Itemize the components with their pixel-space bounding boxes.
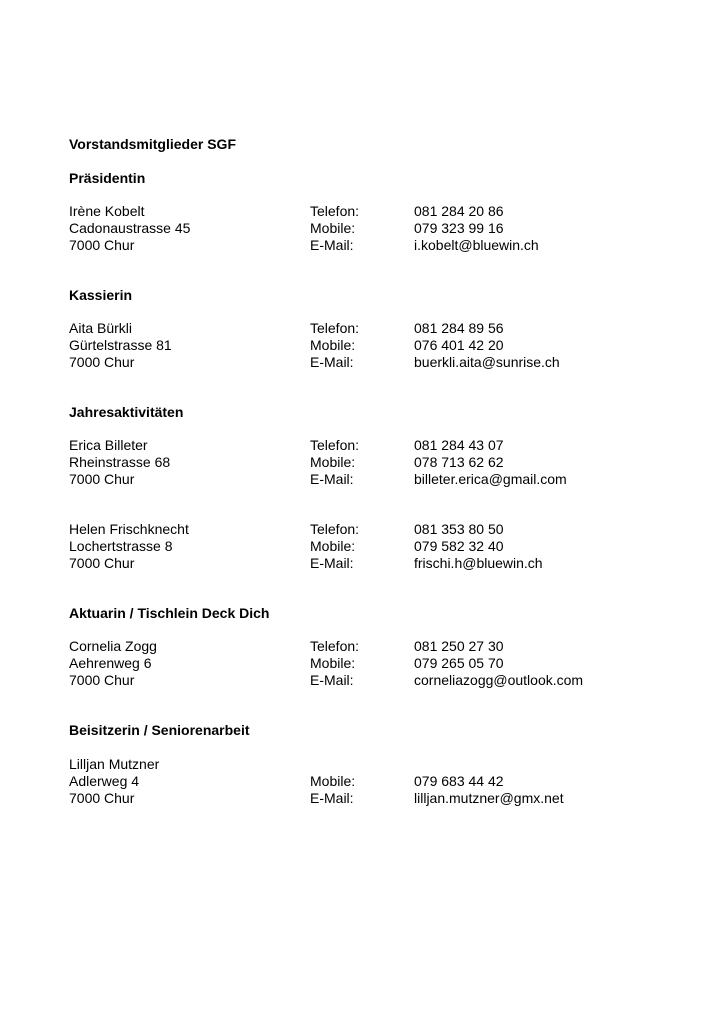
- email-label: E-Mail:: [310, 790, 354, 806]
- telefon-value: 081 284 20 86: [414, 203, 504, 219]
- contact-city: 7000 Chur: [69, 672, 135, 688]
- mobile-label: Mobile:: [310, 773, 356, 789]
- contact-row-telefon: [69, 521, 669, 538]
- email-label: E-Mail:: [310, 237, 354, 253]
- contact-row-mobile: [69, 337, 669, 354]
- contact-city: 7000 Chur: [69, 555, 135, 571]
- contact-city: 7000 Chur: [69, 237, 135, 253]
- contact-row-email: [69, 790, 669, 807]
- mobile-label: Mobile:: [310, 454, 356, 470]
- email-value: lilljan.mutzner@gmx.net: [414, 790, 564, 806]
- contact-mutzner: [69, 756, 669, 807]
- contact-city: 7000 Chur: [69, 471, 135, 487]
- telefon-label: Telefon:: [310, 320, 360, 336]
- contact-name: Erica Billeter: [69, 437, 148, 453]
- contact-row-email: [69, 555, 669, 572]
- mobile-value: 078 713 62 62: [414, 454, 504, 470]
- contact-row-email: [69, 471, 669, 488]
- mobile-value: 079 323 99 16: [414, 220, 504, 236]
- contact-row-name: [69, 756, 669, 773]
- email-value: billeter.erica@gmail.com: [414, 471, 567, 487]
- contact-street: Gürtelstrasse 81: [69, 337, 172, 353]
- contact-row-mobile: [69, 538, 669, 555]
- contact-row-telefon: [69, 320, 669, 337]
- contact-zogg: [69, 638, 669, 689]
- contact-row-mobile: [69, 454, 669, 471]
- contact-row-email: [69, 354, 669, 371]
- telefon-value: 081 284 43 07: [414, 437, 504, 453]
- telefon-label: Telefon:: [310, 521, 360, 537]
- email-label: E-Mail:: [310, 471, 354, 487]
- contact-name: Cornelia Zogg: [69, 638, 157, 654]
- contact-name: Helen Frischknecht: [69, 521, 189, 537]
- email-value: buerkli.aita@sunrise.ch: [414, 354, 560, 370]
- telefon-value: 081 353 80 50: [414, 521, 504, 537]
- email-value: corneliazogg@outlook.com: [414, 672, 584, 688]
- mobile-value: 076 401 42 20: [414, 337, 504, 353]
- mobile-value: 079 683 44 42: [414, 773, 504, 789]
- telefon-value: 081 250 27 30: [414, 638, 504, 654]
- email-label: E-Mail:: [310, 555, 354, 571]
- telefon-label: Telefon:: [310, 203, 360, 219]
- section-heading-praesidentin: Präsidentin: [69, 170, 146, 186]
- mobile-value: 079 582 32 40: [414, 538, 504, 554]
- mobile-value: 079 265 05 70: [414, 655, 504, 671]
- contact-street: Rheinstrasse 68: [69, 454, 171, 470]
- contact-buerkli: [69, 320, 669, 371]
- contact-city: 7000 Chur: [69, 354, 135, 370]
- contact-row-mobile: [69, 655, 669, 672]
- mobile-label: Mobile:: [310, 220, 356, 236]
- mobile-label: Mobile:: [310, 655, 356, 671]
- section-heading-kassierin: Kassierin: [69, 287, 133, 303]
- contact-name: Irène Kobelt: [69, 203, 145, 219]
- contact-kobelt: [69, 203, 669, 254]
- contact-row-telefon: [69, 638, 669, 655]
- contact-street: Aehrenweg 6: [69, 655, 152, 671]
- contact-billeter: [69, 437, 669, 488]
- contact-name: Aita Bürkli: [69, 320, 133, 336]
- email-value: frischi.h@bluewin.ch: [414, 555, 543, 571]
- contact-row-telefon: [69, 203, 669, 220]
- contact-street: Lochertstrasse 8: [69, 538, 173, 554]
- email-label: E-Mail:: [310, 354, 354, 370]
- telefon-label: Telefon:: [310, 638, 360, 654]
- contact-row-mobile: [69, 773, 669, 790]
- page-title: Vorstandsmitglieder SGF: [69, 136, 236, 152]
- contact-street: Adlerweg 4: [69, 773, 140, 789]
- section-heading-beisitzerin: Beisitzerin / Seniorenarbeit: [69, 722, 250, 738]
- email-value: i.kobelt@bluewin.ch: [414, 237, 539, 253]
- contact-name: Lilljan Mutzner: [69, 756, 160, 772]
- mobile-label: Mobile:: [310, 538, 356, 554]
- contact-row-mobile: [69, 220, 669, 237]
- contact-city: 7000 Chur: [69, 790, 135, 806]
- email-label: E-Mail:: [310, 672, 354, 688]
- telefon-label: Telefon:: [310, 437, 360, 453]
- section-heading-jahresaktivitaeten: Jahresaktivitäten: [69, 404, 184, 420]
- contact-row-email: [69, 237, 669, 254]
- mobile-label: Mobile:: [310, 337, 356, 353]
- contact-row-email: [69, 672, 669, 689]
- contact-street: Cadonaustrasse 45: [69, 220, 191, 236]
- telefon-value: 081 284 89 56: [414, 320, 504, 336]
- section-heading-aktuarin: Aktuarin / Tischlein Deck Dich: [69, 605, 270, 621]
- contact-frischknecht: [69, 521, 669, 572]
- contact-row-telefon: [69, 437, 669, 454]
